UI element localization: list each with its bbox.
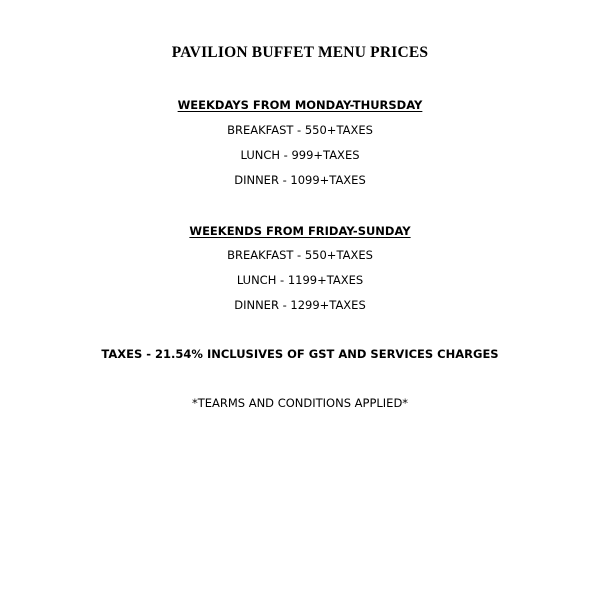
weekdays-breakfast-price: BREAKFAST - 550+TAXES [227,123,373,137]
page-title: PAVILION BUFFET MENU PRICES [171,44,429,61]
weekends-lunch-price: LUNCH - 1199+TAXES [236,273,364,287]
terms-note: *TEARMS AND CONDITIONS APPLIED* [191,396,409,410]
weekdays-dinner-price: DINNER - 1099+TAXES [234,173,366,187]
weekends-breakfast-price: BREAKFAST - 550+TAXES [227,248,373,262]
weekdays-lunch-price: LUNCH - 999+TAXES [240,148,360,162]
weekends-heading: WEEKENDS FROM FRIDAY-SUNDAY [189,224,411,238]
weekends-dinner-price: DINNER - 1299+TAXES [234,298,366,312]
taxes-note: TAXES - 21.54% INCLUSIVES OF GST AND SERVICES CHARGES [101,347,499,361]
weekdays-heading: WEEKDAYS FROM MONDAY-THURSDAY [177,98,423,112]
